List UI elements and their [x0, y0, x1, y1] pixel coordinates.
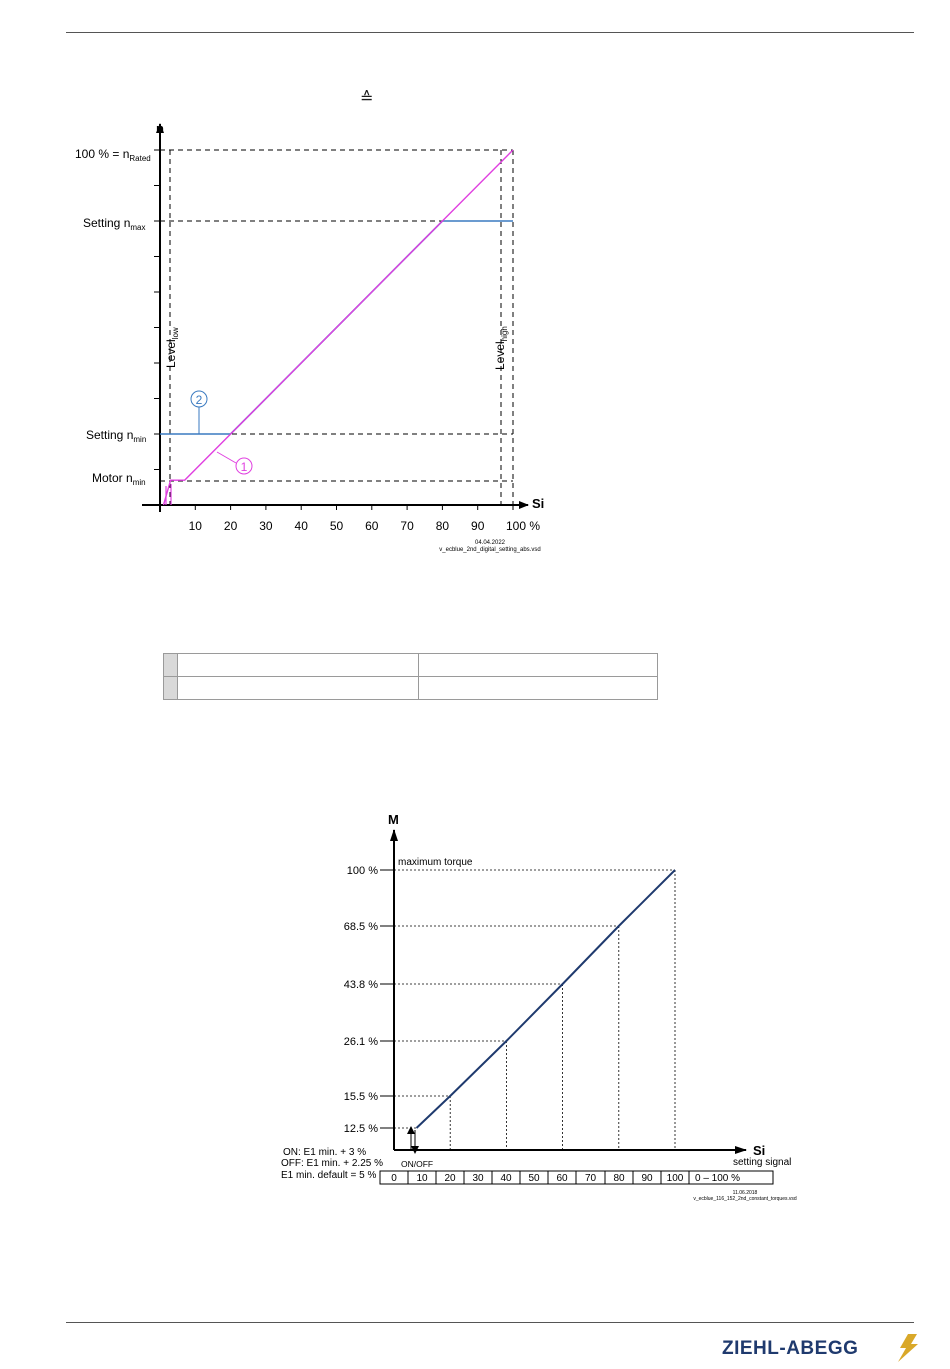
chart2-filename: v_ecblue_116_152_2nd_constant_torques.vsd [693, 1196, 797, 1202]
y-label-nmin: Setting $n_{min}$ [86, 428, 147, 444]
chart1-x-tick-label: 80 [435, 519, 450, 533]
logo-text: ZIEHL-ABEGG [722, 1338, 859, 1359]
chart1-x-tick-label: 70 [400, 519, 414, 533]
chart2-x-axis-title: Si [753, 1143, 766, 1158]
chart1-x-tick-label: 100 % [505, 519, 541, 533]
marker-1-label: 1 [240, 460, 248, 474]
on-label: ON: E1 min. + 3 % [283, 1147, 367, 1158]
off-label: OFF: E1 min. + 2.25 % [281, 1158, 383, 1169]
scale-cell: 20 [444, 1173, 456, 1184]
y-label-motor: Motor $n_{min}$ [92, 471, 146, 487]
chart2-y-tick-label: 100 % [346, 865, 378, 877]
chart1-date: 04.04.2022 [474, 540, 506, 546]
level-low-label: Level$_{low}$ [164, 327, 180, 368]
chart1-x-tick-label: 30 [259, 519, 273, 533]
scale-cell: 70 [584, 1173, 597, 1184]
scale-cell: 60 [556, 1173, 568, 1184]
chart1-x-tick-label: 10 [188, 519, 202, 533]
default-label: E1 min. default = 5 % [281, 1170, 377, 1181]
ziehl-abegg-logo [722, 1330, 922, 1364]
bottom-rule [66, 1322, 914, 1323]
scale-cell: 0 [391, 1173, 397, 1184]
y-label-nmax: Setting $n_{max}$ [83, 216, 146, 232]
chart2-x-axis-sublabel: setting signal [733, 1157, 792, 1168]
scale-cell: 80 [613, 1173, 625, 1184]
scale-cell: 40 [500, 1173, 512, 1184]
scale-cell: 0 – 100 % [695, 1173, 741, 1184]
chart2-y-tick-label: 43.8 % [343, 979, 378, 991]
scale-cell: 100 [666, 1173, 684, 1184]
max-torque-label: maximum torque [398, 857, 473, 868]
chart2-y-tick-label: 12.5 % [343, 1123, 378, 1135]
scale-cell: 30 [472, 1173, 484, 1184]
chart2-date: 11.06.2018 [732, 1190, 758, 1196]
onoff-label: ON/OFF [401, 1159, 434, 1169]
level-high-label: Level$_{high}$ [493, 326, 509, 370]
chart1-x-tick-label: 20 [223, 519, 238, 533]
scale-cell: 10 [416, 1173, 428, 1184]
equiv-symbol: ≙ [360, 90, 374, 107]
chart1-x-tick-label: 90 [471, 519, 485, 533]
chart1-x-tick-label: 50 [329, 519, 344, 533]
chart2-y-tick-label: 68.5 % [343, 921, 378, 933]
chart2-y-axis-title: M [388, 812, 399, 827]
chart1-x-axis-title: Si [532, 496, 545, 511]
torque-line [416, 870, 675, 1128]
marker-2-label: 2 [195, 393, 203, 407]
logo-lightning-icon [898, 1334, 918, 1362]
scale-cell: 90 [641, 1173, 653, 1184]
y-label-rated: 100 % = $n_{Rated}$ [75, 147, 151, 163]
scale-cell: 50 [528, 1173, 540, 1184]
chart1-y-axis-title: n [156, 121, 164, 136]
chart1-filename: v_ecblue_2nd_digital_setting_abs.vsd [439, 547, 541, 553]
chart2-y-tick-label: 15.5 % [343, 1091, 378, 1103]
chart1-x-tick-label: 40 [294, 519, 308, 533]
chart2-y-tick-label: 26.1 % [343, 1036, 378, 1048]
chart1-x-tick-label: 60 [365, 519, 379, 533]
